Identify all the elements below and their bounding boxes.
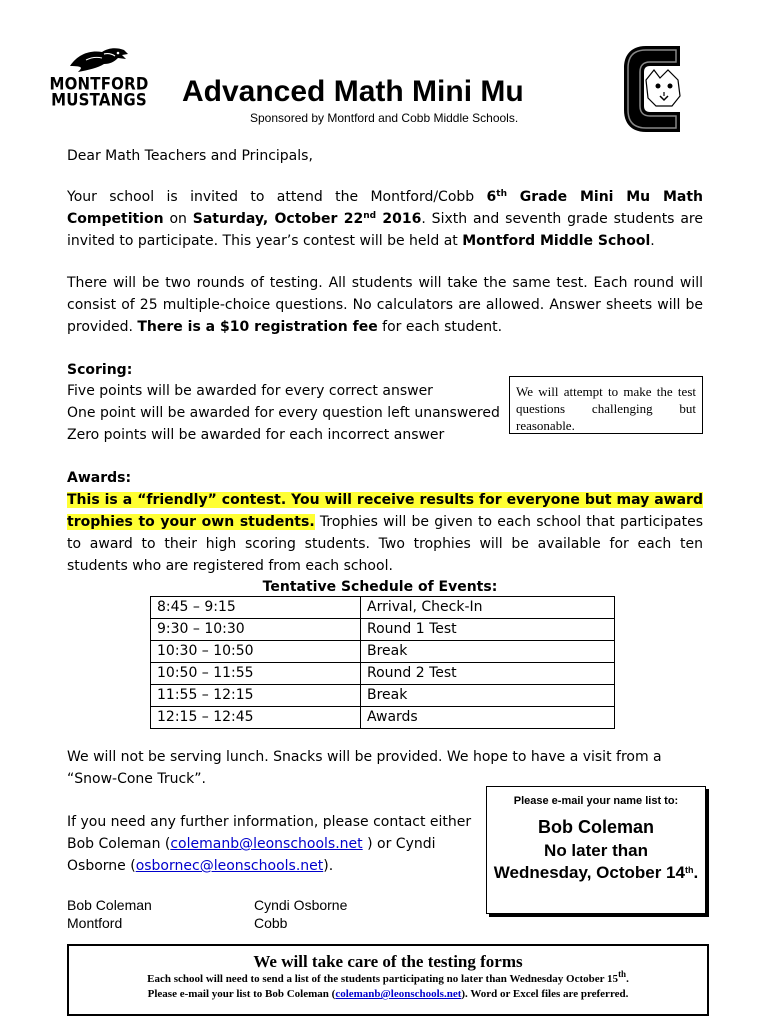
email-box-name: Bob Coleman: [537, 817, 654, 837]
schedule-row: [151, 663, 615, 685]
logo-text-mustangs: MUSTANGS: [51, 90, 147, 110]
testing-paragraph: There will be two rounds of testing. All students will take the same test. Each round will consist of 25 multiple-choice questions. No calculators are allowed. Answer sheets will be provided. There is a $10 registration fee for each student.: [67, 275, 703, 335]
schedule-row: [151, 685, 615, 707]
page-subtitle: Sponsored by Montford and Cobb Middle Schools.: [250, 111, 519, 125]
greeting: Dear Math Teachers and Principals,: [67, 148, 313, 164]
scoring-line-correct: Five points will be awarded for every correct answer: [67, 383, 433, 399]
schedule-event: Arrival, Check-In: [361, 597, 615, 619]
schedule-event: Awards: [361, 707, 615, 729]
schedule-heading: Tentative Schedule of Events:: [262, 579, 498, 595]
email-link-osborne[interactable]: osbornec@leonschools.net: [135, 858, 324, 874]
awards-paragraph: This is a “friendly” contest. You will receive results for everyone but may award trophies to your own students. Trophies will be given to each school that participates to award to their high scoring students. Two trophies will be available for each ten students who are registered from each school.: [67, 492, 704, 574]
testing-forms-line1: Each school will need to send a list of the students participating no later than Wednesday October 15th.: [147, 969, 629, 985]
email-link-coleman-bottom[interactable]: colemanb@leonschools.net: [335, 988, 462, 1000]
schedule-time: 10:50 – 11:55: [151, 663, 361, 685]
schedule-event: Round 1 Test: [361, 619, 615, 641]
mustang-horse-icon: [68, 46, 130, 74]
awards-heading: Awards:: [67, 470, 132, 486]
email-link-coleman[interactable]: colemanb@leonschools.net: [170, 836, 363, 852]
testing-forms-box: [67, 944, 709, 1016]
signature-osborne: Cyndi Osborne Cobb: [254, 897, 348, 931]
intro-paragraph: Your school is invited to attend the Montford/Cobb 6th Grade Mini Mu Math Competition on Saturday, October 22nd 2016. Sixth and seventh grade students are invited to participate. This year’s contest will be held at Montford Middle School.: [67, 189, 703, 249]
schedule-time: 12:15 – 12:45: [151, 707, 361, 729]
contact-paragraph: If you need any further information, please contact either Bob Coleman (colemanb@leonschools.net ) or Cyndi Osborne (osbornec@leonschools.net).: [67, 814, 472, 874]
cobb-c-cougar-icon: [620, 40, 692, 138]
montford-mustangs-logo: [48, 46, 150, 108]
signature-coleman: Bob Coleman Montford: [67, 897, 152, 931]
schedule-time: 11:55 – 12:15: [151, 685, 361, 707]
schedule-row: [151, 597, 615, 619]
schedule-row: [151, 619, 615, 641]
page-title: Advanced Math Mini Mu: [182, 75, 524, 108]
scoring-line-unanswered: One point will be awarded for every question left unanswered: [67, 405, 500, 421]
email-list-box: [486, 786, 706, 914]
scoring-note-box: We will attempt to make the test questions challenging but reasonable.: [509, 376, 703, 434]
schedule-time: 10:30 – 10:50: [151, 641, 361, 663]
scoring-heading: Scoring:: [67, 362, 133, 378]
testing-forms-heading: We will take care of the testing forms: [253, 952, 523, 971]
schedule-row: [151, 707, 615, 729]
schedule-table: [150, 596, 615, 729]
schedule-time: 9:30 – 10:30: [151, 619, 361, 641]
email-box-heading: Please e-mail your name list to:: [513, 795, 679, 807]
schedule-row: [151, 641, 615, 663]
schedule-event: Break: [361, 641, 615, 663]
schedule-event: Round 2 Test: [361, 663, 615, 685]
cobb-logo: [620, 40, 692, 138]
testing-forms-line2: Please e-mail your list to Bob Coleman (colemanb@leonschools.net). Word or Excel files are preferred.: [147, 988, 629, 1000]
schedule-event: Break: [361, 685, 615, 707]
lunch-paragraph: We will not be serving lunch. Snacks will be provided. We hope to have a visit from a “Snow-Cone Truck”.: [67, 749, 662, 787]
logo-text-montford: MONTFORD: [49, 74, 149, 94]
scoring-line-incorrect: Zero points will be awarded for each incorrect answer: [67, 427, 445, 443]
email-box-deadline: No later than Wednesday, October 14th.: [493, 841, 699, 882]
schedule-time: 8:45 – 9:15: [151, 597, 361, 619]
